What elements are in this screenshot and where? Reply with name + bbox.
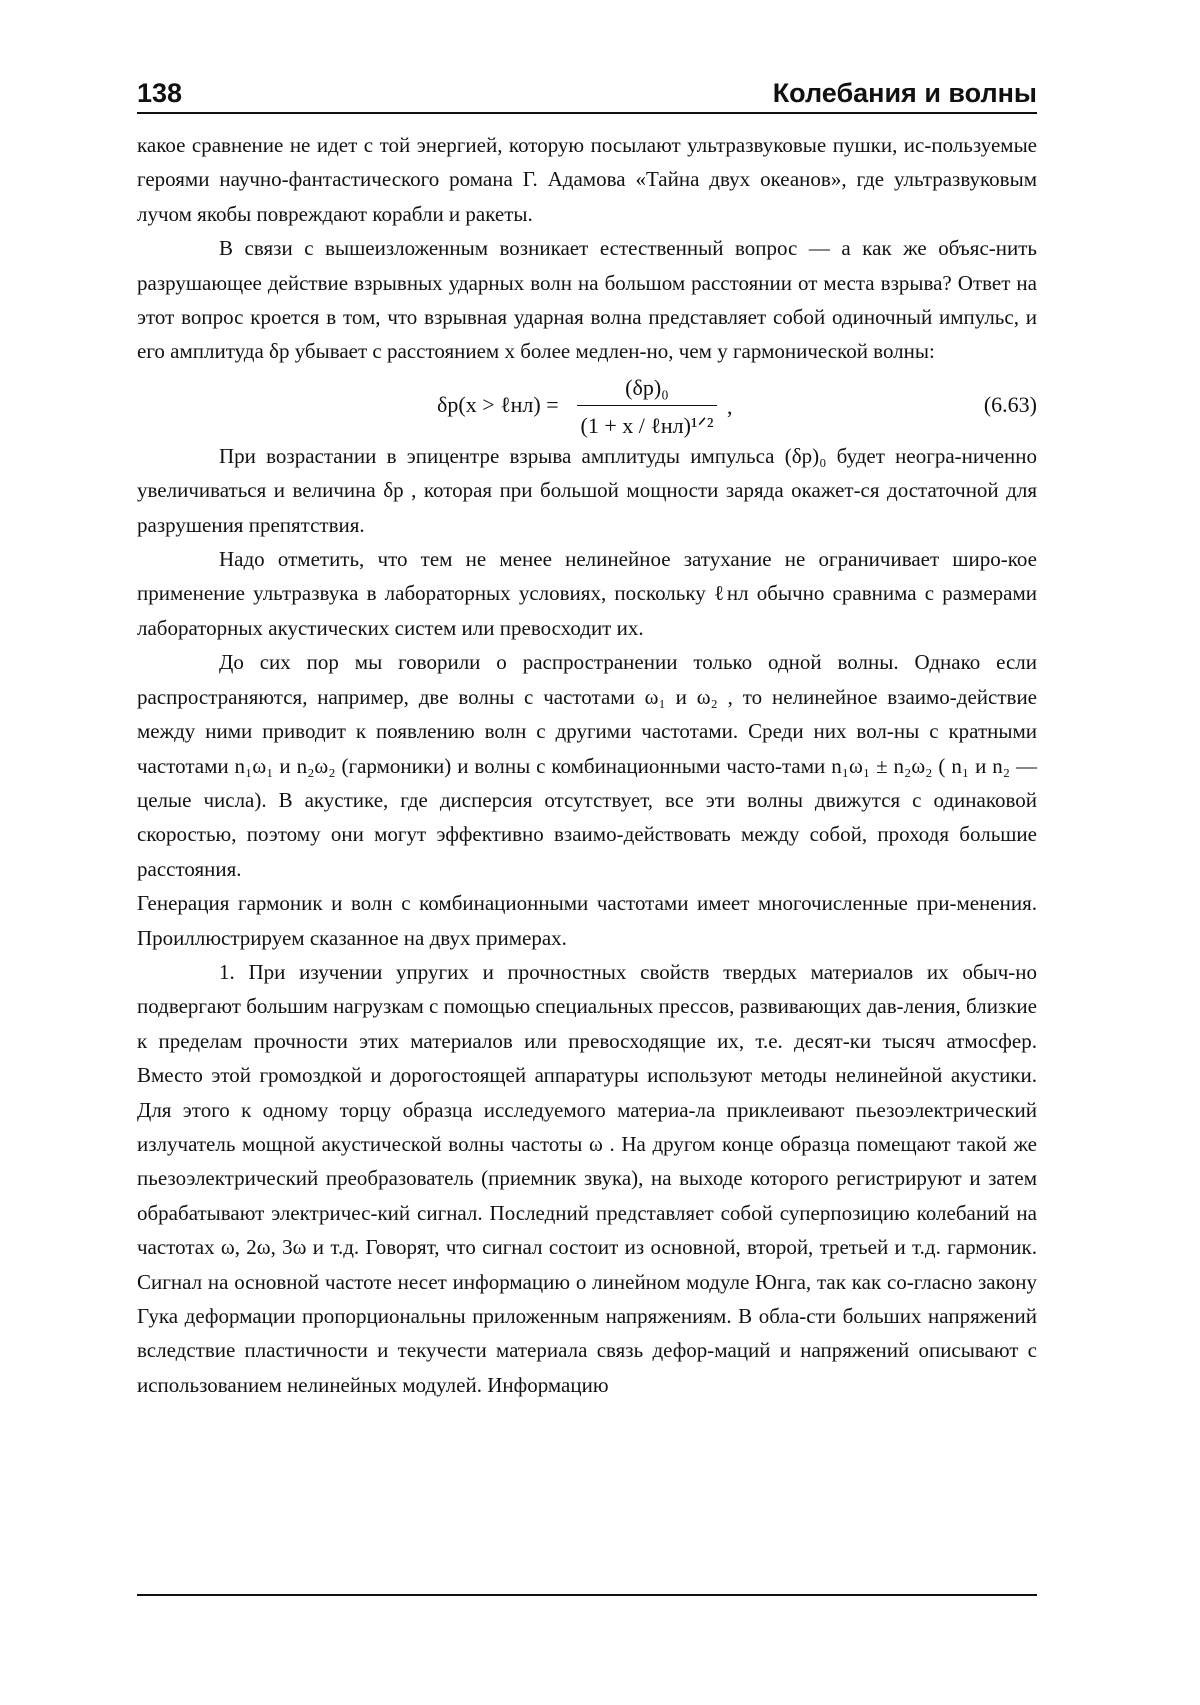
page-header	[137, 78, 1037, 110]
equation-fraction	[577, 371, 717, 437]
running-title: Колебания и волны	[772, 78, 1037, 108]
paragraph-6: Генерация гармоник и волн с комбинационными частотами имеет многочисленные при-менения. Проиллюстрируем сказанное на двух примерах.	[137, 891, 1037, 950]
footer-rule	[137, 1594, 1037, 1596]
body-text	[137, 128, 1037, 1402]
paragraph-3: При возрастании в эпицентре взрыва амплитуды импульса (δp)₀ будет неогра-ниченно увеличиваться и величина δp , которая при большой мощности заряда окажет-ся достаточной для разрушения препятствия.	[137, 443, 1037, 537]
paragraph-2: В связи с вышеизложенным возникает естественный вопрос — а как же объяс-нить разрушающее действие взрывных ударных волн на большом расстоянии от места взрыва? Ответ на этот вопрос кроется в том, что взрывная ударная волна представляет собой одиночный импульс, и его амплитуда δp убывает с расстоянием x более медлен-но, чем у гармонической волны:	[137, 236, 1037, 364]
page-number: 138	[137, 78, 183, 108]
equation-number: (6.63)	[983, 391, 1037, 417]
equation-denominator: (1 + x / ℓнл)¹ᐟ²	[580, 412, 714, 438]
paragraph-5: До сих пор мы говорили о распространении только одной волны. Однако если распространяются, например, две волны с частотами ω₁ и ω₂ , то нелинейное взаимо-действие между ними приводит к появлению волн с другими частотами. Среди них вол-ны с кратными частотами n₁ω₁ и n₂ω₂ (гармоники) и волны с комбинационными часто-тами n₁ω₁ ± n₂ω₂ ( n₁ и n₂ — целые числа). В акустике, где дисперсия отсутствует, все эти волны движутся с одинаковой скоростью, поэтому они могут эффективно взаимо-действовать между собой, проходя большие расстояния.	[137, 650, 1037, 881]
paragraph-7: 1. При изучении упругих и прочностных свойств твердых материалов их обыч-но подвергают большим нагрузкам с помощью специальных прессов, развивающих дав-ления, близкие к пределам прочности этих материалов или превосходящие их, т.е. десят-ки тысяч атмосфер. Вместо этой громоздкой и дорогостоящей аппаратуры используют методы нелинейной акустики. Для этого к одному торцу образца исследуемого материа-ла приклеивают пьезоэлектрический излучатель мощной акустической волны частоты ω . На другом конце образца помещают такой же пьезоэлектрический преобразователь (приемник звука), на выходе которого регистрируют и затем обрабатывают электричес-кий сигнал. Последний представляет собой суперпозицию колебаний на частотах ω, 2ω, 3ω и т.д. Говорят, что сигнал состоит из основной, второй, третьей и т.д. гармоник. Сигнал на основной частоте несет информацию о линейном модуле Юнга, так как со-гласно закону Гука деформации пропорциональны приложенным напряжениям. В обла-сти больших напряжений вследствие пластичности и текучести материала связь дефор-маций и напряжений описывают с использованием нелинейных модулей. Информацию	[137, 959, 1037, 1397]
paragraph-4: Надо отметить, что тем не менее нелинейное затухание не ограничивает широ-кое применение ультразвука в лабораторных условиях, поскольку ℓнл обычно сравнима с размерами лабораторных акустических систем или превосходит их.	[137, 547, 1037, 640]
equation-6-63	[137, 369, 1037, 439]
equation-punctuation: ,	[727, 393, 733, 419]
fraction-bar	[577, 405, 717, 406]
paragraph-1: какое сравнение не идет с той энергией, которую посылают ультразвуковые пушки, ис-пользуемые героями научно-фантастического романа Г. Адамова «Тайна двух океанов», где ультразвуковым лучом якобы повреждают корабли и ракеты.	[137, 133, 1037, 226]
equation-lhs: δp(x > ℓнл) =	[437, 391, 559, 417]
equation-body	[437, 369, 837, 439]
header-rule	[137, 112, 1037, 114]
equation-numerator: (δp)₀	[625, 374, 669, 400]
